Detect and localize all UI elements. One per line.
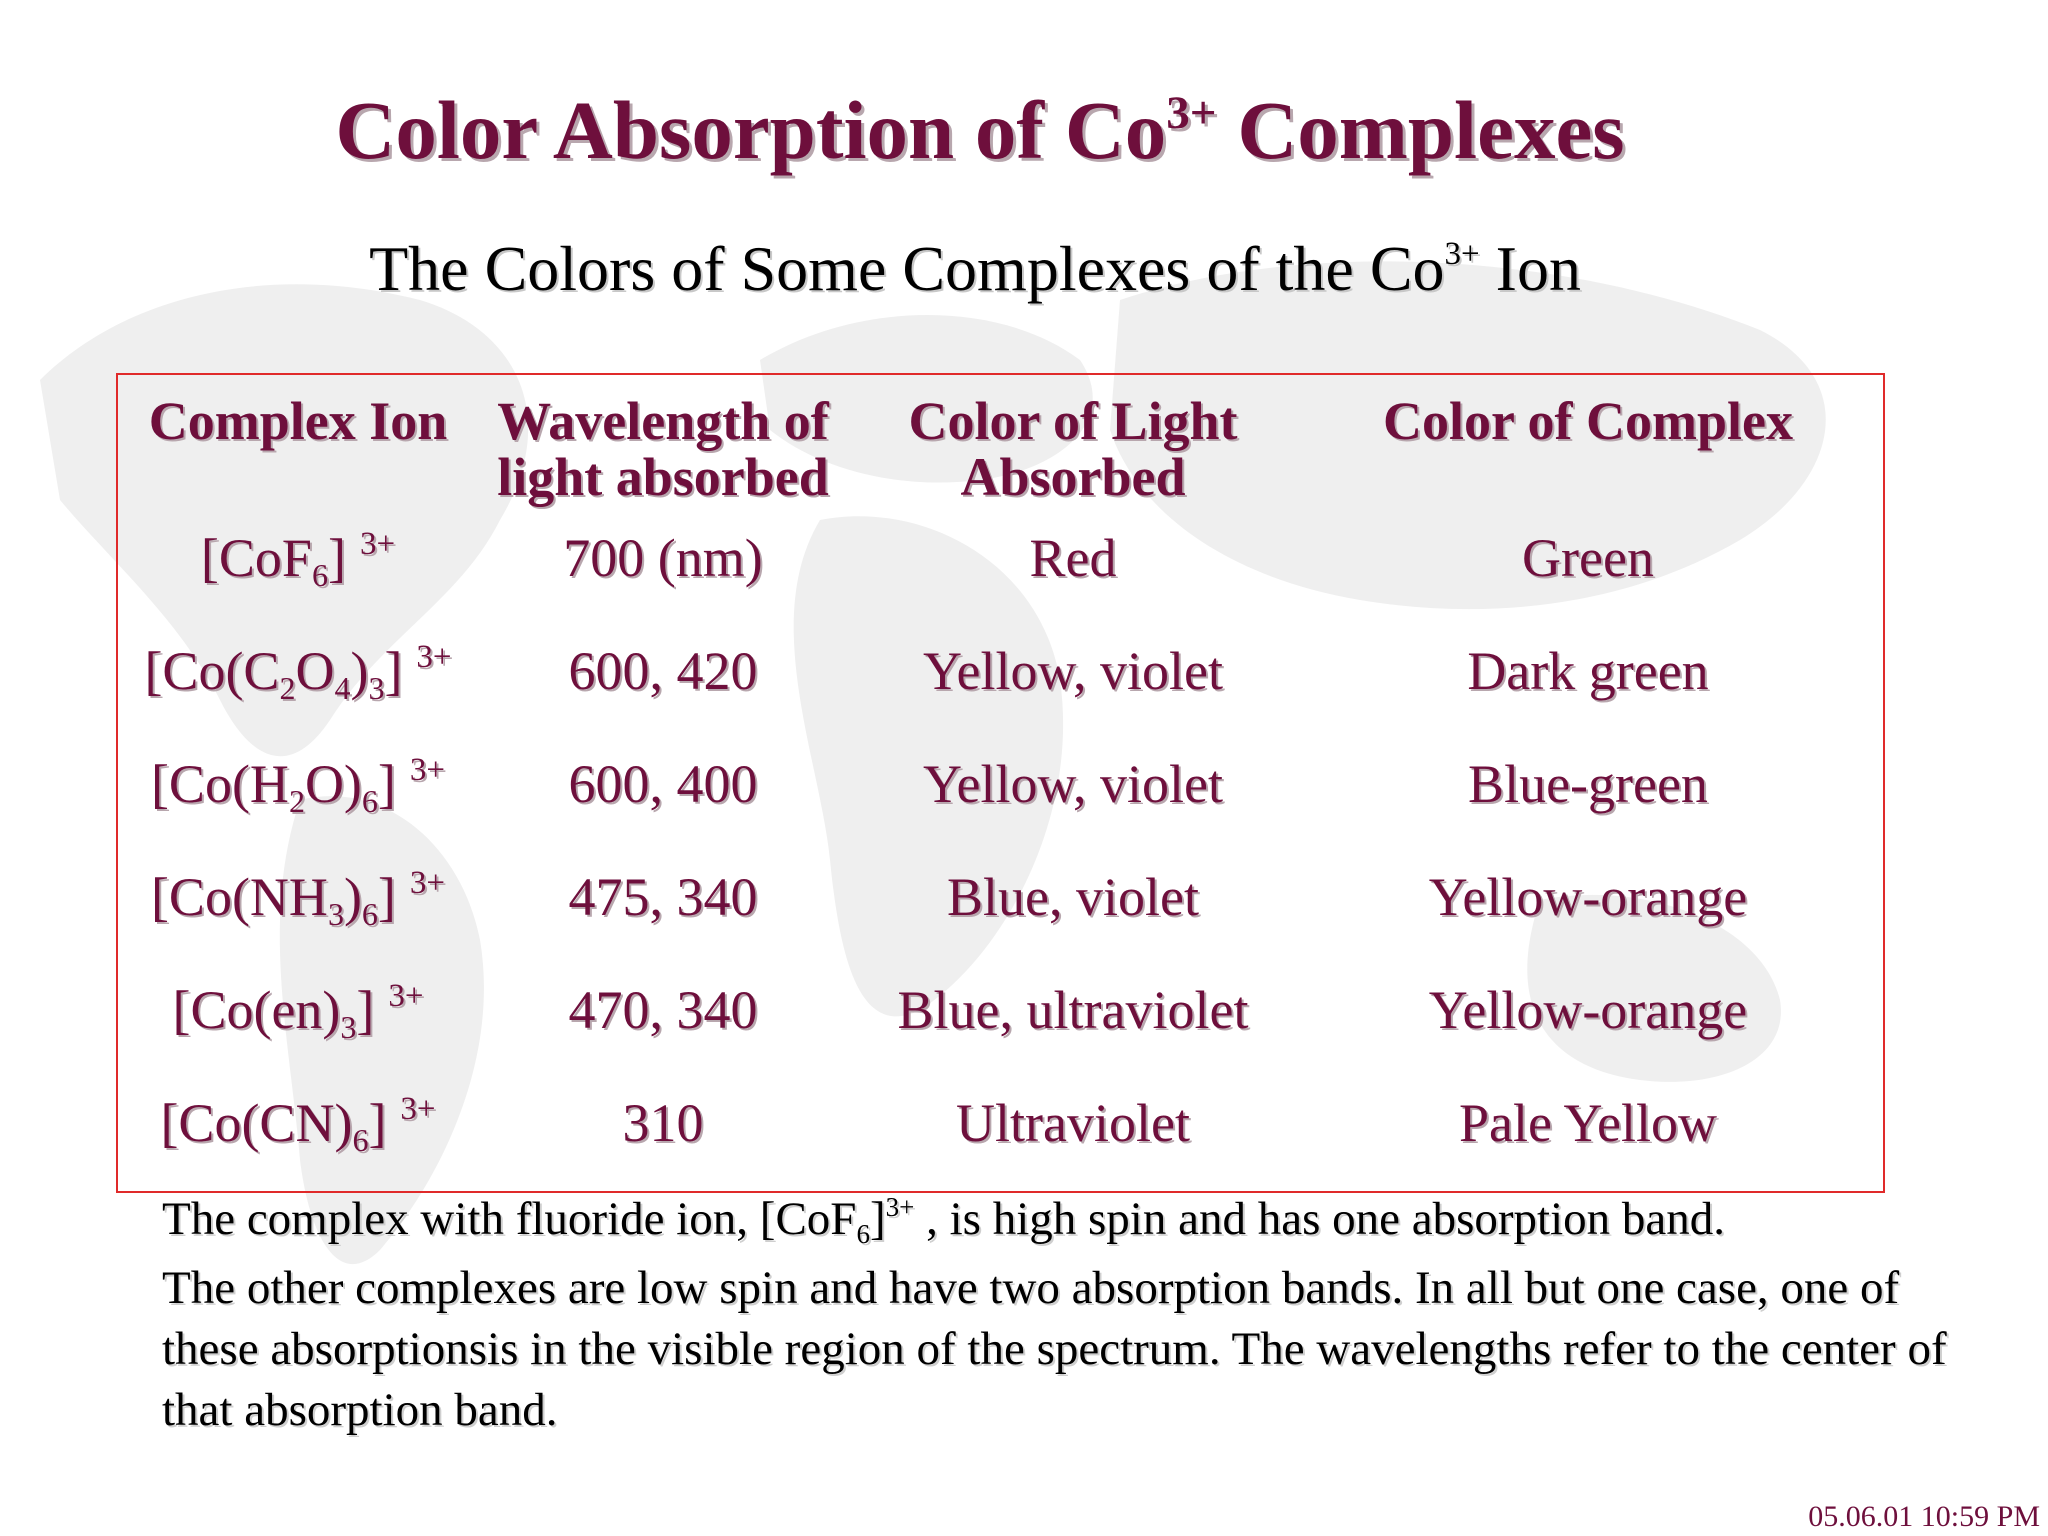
table-cell-complex-ion xyxy=(118,1091,478,1158)
table-cell-complex-ion xyxy=(118,526,478,593)
ion-subscript: 2 xyxy=(279,670,296,706)
ion-text: ) xyxy=(343,867,362,927)
title-text: Color Absorption of Co xyxy=(335,84,1167,176)
ion-text: O xyxy=(295,641,335,701)
slide-subtitle xyxy=(0,232,1950,306)
ion-subscript: 6 xyxy=(311,557,328,593)
ion-text: ] xyxy=(384,641,403,701)
header-complex-ion: Complex Ion xyxy=(148,391,448,451)
ion-subscript: 6 xyxy=(361,896,378,932)
subtitle-tail: Ion xyxy=(1479,233,1581,304)
header-complex-color: Color of Complex xyxy=(1383,391,1793,451)
ion-charge: 3+ xyxy=(400,1091,436,1127)
ion-charge: 3+ xyxy=(409,865,446,901)
ion-text: O) xyxy=(304,754,362,814)
table-cell-wavelength: 700 (nm) xyxy=(563,528,763,588)
note-1-charge: 3+ xyxy=(885,1192,915,1222)
table-cell-light-absorbed: Yellow, violet xyxy=(922,754,1224,814)
ion-text: ) xyxy=(350,641,369,701)
ion-charge: 3+ xyxy=(359,526,396,562)
subtitle-text: The Colors of Some Complexes of the Co xyxy=(369,233,1445,304)
ion-subscript: 6 xyxy=(352,1122,369,1158)
table-cell-complex-ion xyxy=(118,865,478,932)
header-light-line1: Color of Light xyxy=(908,391,1238,451)
table-cell-complex-color: Dark green xyxy=(1467,641,1709,701)
table-cell-wavelength: 470, 340 xyxy=(568,980,758,1040)
ion-subscript: 4 xyxy=(334,670,351,706)
slide-title xyxy=(0,82,1960,178)
table-cell-wavelength: 600, 420 xyxy=(568,641,758,701)
ion-text: ] xyxy=(327,528,346,588)
ion-subscript: 3 xyxy=(368,670,385,706)
complex-table xyxy=(116,373,1885,1193)
ion-subscript: 2 xyxy=(288,783,305,819)
table-cell-light-absorbed: Red xyxy=(1029,528,1117,588)
table-cell-light-absorbed: Blue, violet xyxy=(947,867,1199,927)
note-1-subscript: 6 xyxy=(856,1219,870,1249)
ion-text: ] xyxy=(377,867,396,927)
ion-text: [Co(H xyxy=(150,754,289,814)
table-cell-light-absorbed: Yellow, violet xyxy=(922,641,1224,701)
ion-text: ] xyxy=(368,1093,387,1153)
ion-text: ] xyxy=(377,754,396,814)
ion-charge: 3+ xyxy=(416,639,452,675)
ion-subscript: 3 xyxy=(340,1009,357,1045)
header-wavelength-line2: light absorbed xyxy=(497,447,829,507)
ion-subscript: 3 xyxy=(327,896,344,932)
table-cell-complex-ion xyxy=(118,752,478,819)
note-1-bracket: ] xyxy=(869,1193,886,1245)
table-cell-complex-ion xyxy=(118,639,478,706)
ion-text: [Co(NH xyxy=(150,867,328,927)
title-charge: 3+ xyxy=(1166,87,1217,139)
table-cell-complex-color: Blue-green xyxy=(1468,754,1708,814)
ion-text: [Co(CN) xyxy=(160,1093,353,1153)
ion-text: [Co(en) xyxy=(172,980,341,1040)
note-1-tail: , is high spin and has one absorption band. xyxy=(914,1193,1726,1245)
table-cell-wavelength: 475, 340 xyxy=(568,867,758,927)
table-cell-complex-color: Yellow-orange xyxy=(1428,867,1748,927)
note-paragraph-2: The other complexes are low spin and have two absorption bands. In all but one case, one of these absorptionsis in the visible region of the spectrum. The wavelengths refer to the center of that absorption band. xyxy=(162,1262,1947,1436)
header-light-absorbed xyxy=(848,393,1298,505)
header-wavelength-line1: Wavelength of xyxy=(497,391,829,451)
ion-text: [CoF xyxy=(200,528,312,588)
table-cell-complex-color: Green xyxy=(1522,528,1654,588)
header-light-line2: Absorbed xyxy=(960,447,1186,507)
timestamp: 05.06.01 10:59 PM xyxy=(1808,1500,2040,1533)
table-cell-complex-ion xyxy=(118,978,478,1045)
table-cell-wavelength: 600, 400 xyxy=(568,754,758,814)
table-cell-light-absorbed: Ultraviolet xyxy=(956,1093,1190,1153)
ion-subscript: 6 xyxy=(361,783,378,819)
header-wavelength xyxy=(478,393,848,505)
note-1-text: The complex with fluoride ion, [CoF xyxy=(162,1193,857,1245)
note-paragraph-1 xyxy=(162,1189,2002,1250)
table-cell-complex-color: Yellow-orange xyxy=(1428,980,1748,1040)
table-cell-light-absorbed: Blue, ultraviolet xyxy=(897,980,1249,1040)
table-cell-wavelength: 310 xyxy=(622,1093,704,1153)
subtitle-charge: 3+ xyxy=(1444,236,1480,272)
title-tail: Complexes xyxy=(1216,84,1625,176)
ion-text: ] xyxy=(356,980,375,1040)
ion-charge: 3+ xyxy=(409,752,446,788)
ion-text: [Co(C xyxy=(144,641,280,701)
table-cell-complex-color: Pale Yellow xyxy=(1458,1093,1718,1153)
ion-charge: 3+ xyxy=(388,978,424,1014)
